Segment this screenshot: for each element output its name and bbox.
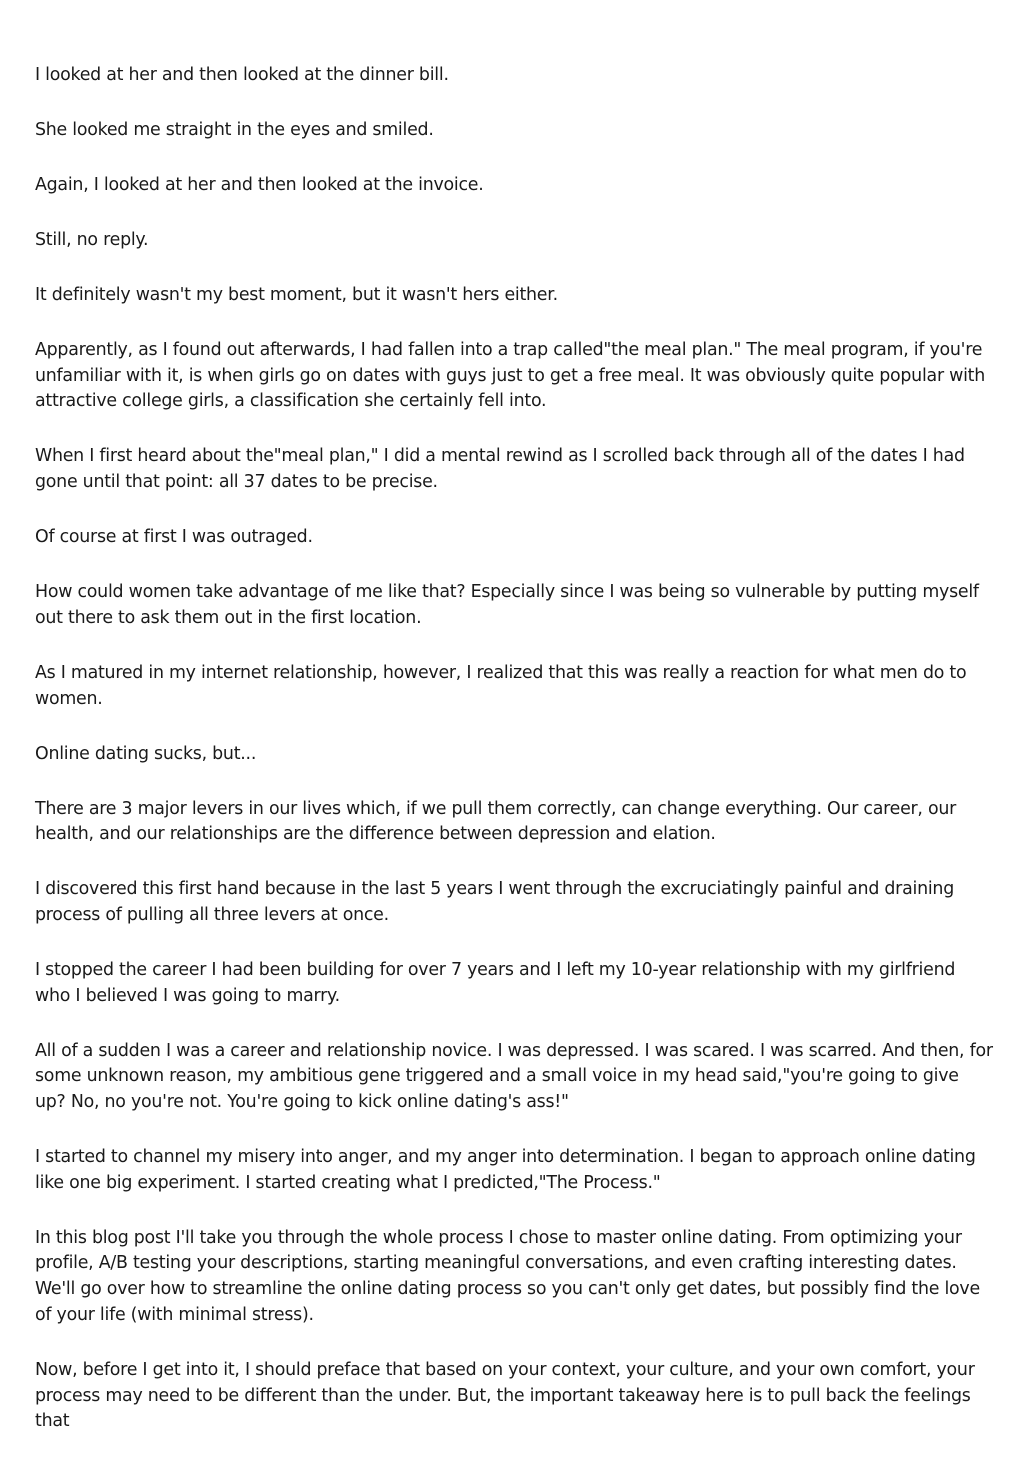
paragraph-vulnerable: How could women take advantage of me like that? Especially since I was being so vulnerable by putting myself out there to ask them out in the first location. (35, 582, 979, 628)
paragraph-first-hand: I discovered this first hand because in the last 5 years I went through the excruciatingly painful and draining process of pulling all three levers at once. (35, 879, 954, 925)
paragraph-novice: All of a sudden I was a career and relationship novice. I was depressed. I was scared. I was scarred. And then, for some unknown reason, my ambitious gene triggered and a small voice in my head said,"you're going to give up? No, no you're not. You're going to kick online dating's ass!" (35, 1040, 993, 1113)
paragraph-meal-plan-trap: Apparently, as I found out afterwards, I had fallen into a trap called"the meal plan." The meal program, if you're unfamiliar with it, is when girls go on dates with guys just to get a free meal. It was obviously quite popular with attractive college girls, a classification she certainly fell into. (35, 340, 986, 412)
paragraph-matured: As I matured in my internet relationship, however, I realized that this was really a reaction for what men do to women. (35, 662, 967, 709)
paragraph-channel-misery: I started to channel my misery into anger, and my anger into determination. I began to approach online dating like one big experiment. I started creating what I predicted,"The Process." (35, 1147, 976, 1193)
paragraph-invoice: Again, I looked at her and then looked at the invoice. (35, 175, 484, 195)
article-body (35, 63, 993, 1464)
paragraph-mental-rewind: When I first heard about the"meal plan," I did a mental rewind as I scrolled back through all of the dates I had gone until that point: all 37 dates to be precise. (35, 446, 965, 493)
paragraph-best-moment: It definitely wasn't my best moment, but it wasn't hers either. (35, 285, 558, 305)
paragraph-dinner-bill: I looked at her and then looked at the dinner bill. (35, 65, 449, 85)
paragraph-three-levers: There are 3 major levers in our lives which, if we pull them correctly, can change everything. Our career, our health, and our relationships are the difference between depression and elation. (35, 798, 957, 845)
paragraph-outraged: Of course at first I was outraged. (35, 527, 313, 548)
paragraph-online-dating-sucks: Online dating sucks, but... (35, 743, 257, 764)
paragraph-smiled: She looked me straight in the eyes and smiled. (35, 120, 434, 140)
paragraph-blog-post-intro: In this blog post I'll take you through the whole process I chose to master online dating. From optimizing your profile, A/B testing your descriptions, starting meaningful conversations, and even crafting interesting dates. We'll go over how to streamline the online dating process so you can't only get dates, but possibly find the love of your life (with minimal stress). (35, 1227, 980, 1325)
paragraph-stopped-career: I stopped the career I had been building for over 7 years and I left my 10-year relationship with my girlfriend who I believed I was going to marry. (35, 959, 956, 1006)
paragraph-preface: Now, before I get into it, I should preface that based on your context, your culture, and your own comfort, your process may need to be different than the under. But, the important takeaway here is to pull back the feelings that (35, 1359, 975, 1432)
paragraph-no-reply: Still, no reply. (35, 230, 149, 250)
